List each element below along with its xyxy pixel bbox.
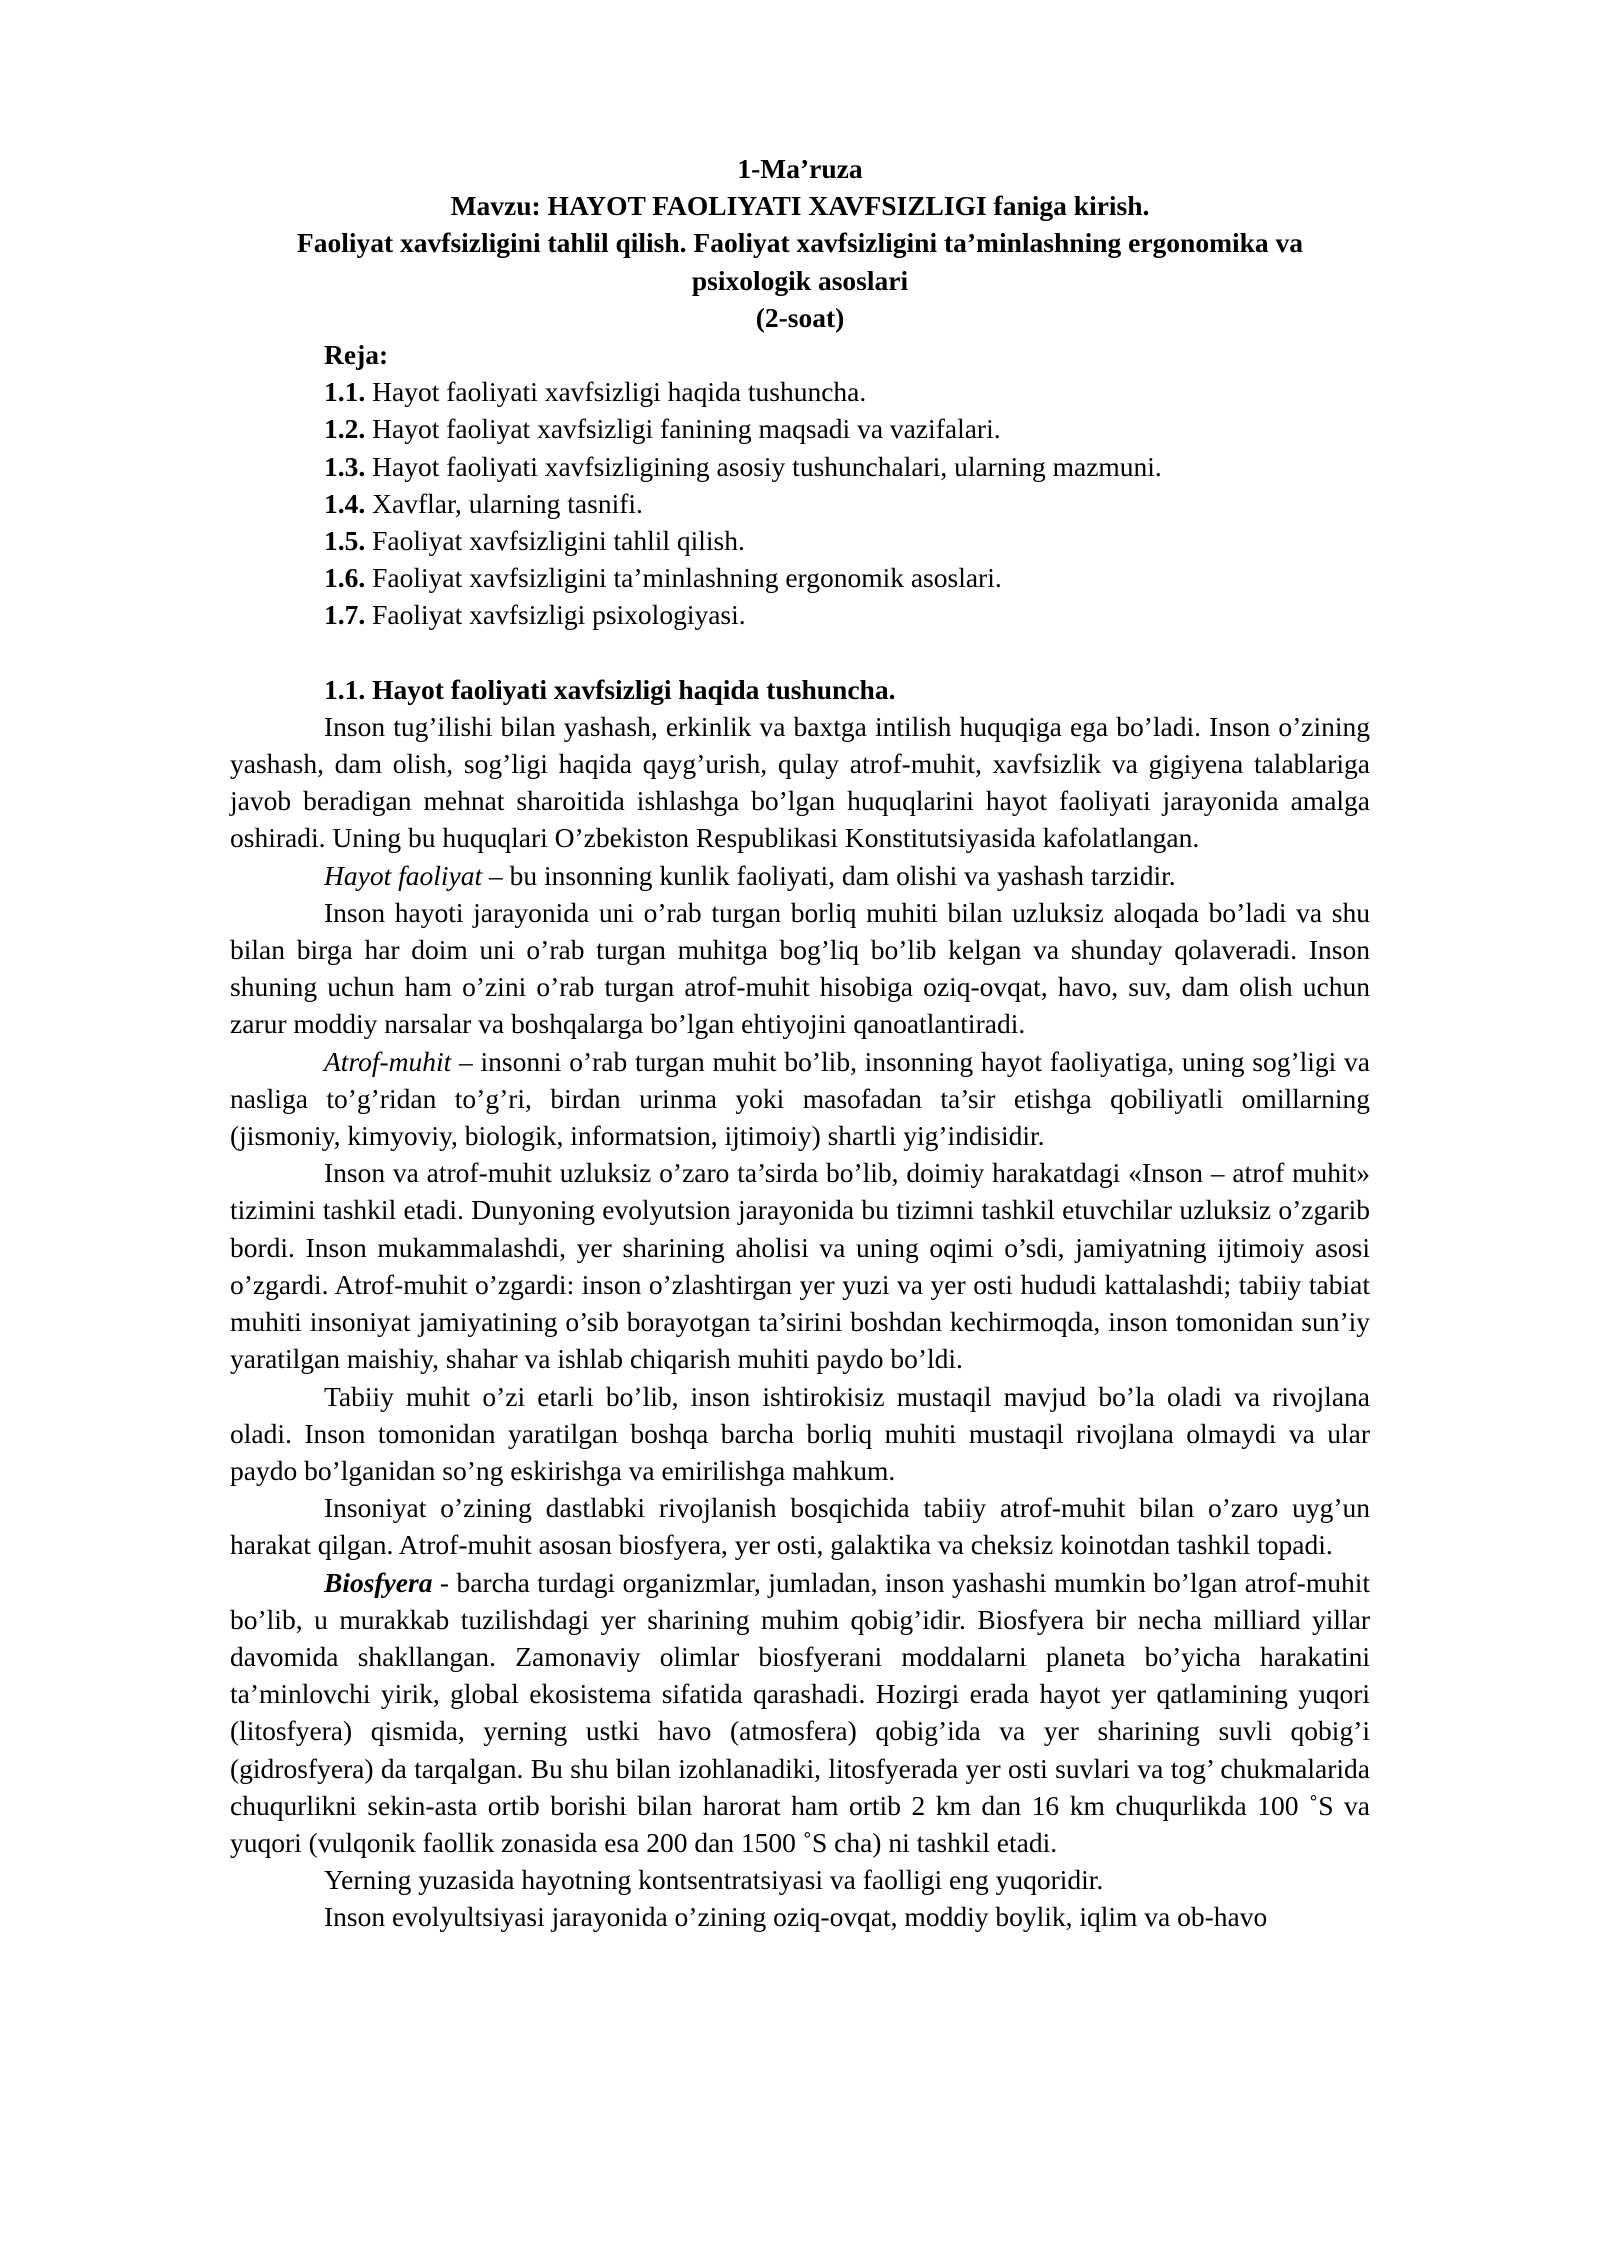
plan-item-text: Xavflar, ularning tasnifi.	[365, 487, 643, 519]
plan-item-number: 1.5.	[324, 525, 366, 557]
subtitle-line-1: Faoliyat xavfsizligini tahlil qilish. Faoliyat xavfsizligini ta’minlashning ergonomika va	[296, 227, 1304, 259]
paragraph-9: Yerning yuzasida hayotning kontsentratsiyasi va faolligi eng yuqoridir.	[324, 1864, 1104, 1896]
plan-item-text: Hayot faoliyat xavfsizligi fanining maqsadi va vazifalari.	[365, 413, 1001, 445]
plan-list	[230, 336, 1370, 634]
plan-item-number: 1.6.	[324, 562, 366, 594]
plan-title: Reja:	[324, 339, 389, 371]
plan-item-text: Faoliyat xavfsizligi psixologiyasi.	[365, 599, 746, 631]
plan-item	[324, 485, 1370, 522]
spacer	[230, 634, 1370, 671]
plan-item	[324, 448, 1370, 485]
plan-item	[324, 596, 1370, 633]
paragraph-2	[230, 857, 1370, 894]
term-atrof-muhit: Atrof-muhit	[324, 1045, 452, 1077]
term-biosfyera: Biosfyera	[324, 1566, 433, 1598]
plan-item-text: Faoliyat xavfsizligini tahlil qilish.	[365, 525, 745, 557]
lecture-number: 1-Ma’ruza	[737, 153, 863, 184]
plan-item	[324, 373, 1370, 410]
plan-item-text: Hayot faoliyati xavfsizligi haqida tushuncha.	[365, 376, 867, 408]
plan-item-number: 1.7.	[324, 599, 366, 631]
plan-item-number: 1.3.	[324, 450, 366, 482]
plan-item-text: Faoliyat xavfsizligini ta’minlashning ergonomik asoslari.	[365, 562, 1002, 594]
paragraph-8-text: - barcha turdagi organizmlar, jumladan, inson yashashi mumkin bo’lgan atrof-muhit bo’lib, u murakkab tuzilishdagi yer sharining muhim qobig’idir. Biosfyera bir necha milliard yillar davomida shakllangan. Zamonaviy olimlar biosfyerani moddalarni planeta bo’yicha harakatini ta’minlovchi yirik, global ekosistema sifatida qarashadi. Hozirgi erada hayot yer qatlamining yuqori (litosfyera) qismida, yerning ustki havo (atmosfera) qobig’ida va yer sharining suvli qobig’i (gidrosfyera) da tarqalgan. Bu shu bilan izohlanadiki, litosfyerada yer osti suvlari va tog’ chukmalarida chuqurlikni sekin-asta ortib borishi bilan harorat ham ortib 2 km dan 16 km chuqurlikda 100 ˚S va yuqori (vulqonik faollik zonasida esa 200 dan 1500 ˚S cha) ni tashkil etadi.	[230, 1566, 1370, 1858]
plan-item-text: Hayot faoliyati xavfsizligining asosiy tushunchalari, ularning mazmuni.	[365, 450, 1162, 482]
hours: (2-soat)	[755, 301, 845, 333]
plan-item-number: 1.2.	[324, 413, 366, 445]
section-title: 1.1. Hayot faoliyati xavfsizligi haqida tushuncha.	[324, 673, 896, 705]
paragraph-10: Inson evolyultsiyasi jarayonida o’zining oziq-ovqat, moddiy boylik, iqlim va ob-havo	[324, 1901, 1268, 1933]
paragraph-7: Insoniyat o’zining dastlabki rivojlanish bosqichida tabiiy atrof-muhit bilan o’zaro uyg’un harakat qilgan. Atrof-muhit asosan biosfyera, yer osti, galaktika va cheksiz koinotdan tashkil topadi.	[230, 1492, 1370, 1561]
plan-item	[324, 559, 1370, 596]
paragraph-3: Inson hayoti jarayonida uni o’rab turgan borliq muhiti bilan uzluksiz aloqada bo’ladi va shu bilan birga har doim uni o’rab turgan muhitga bog’liq bo’lib kelgan va shunday qolaveradi. Inson shuning uchun ham o’zini o’rab turgan atrof-muhit hisobiga oziq-ovqat, havo, suv, dam olish uchun zarur moddiy narsalar va boshqalarga bo’lgan ehtiyojini qanoatlantiradi.	[230, 896, 1370, 1040]
paragraph-5: Inson va atrof-muhit uzluksiz o’zaro ta’sirda bo’lib, doimiy harakatdagi «Inson – atrof muhit» tizimini tashkil etadi. Dunyoning evolyutsion jarayonida bu tizimni tashkil etuvchilar uzluksiz o’zgarib bordi. Inson mukammalashdi, yer sharining aholisi va uning oqimi o’sdi, jamiyatning ijtimoiy asosi o’zgardi. Atrof-muhit o’zgardi: inson o’zlashtirgan yer yuzi va yer osti hududi kattalashdi; tabiiy tabiat muhiti insoniyat jamiyatining o’sib borayotgan ta’sirini boshdan kechirmoqda, inson tomonidan sun’iy yaratilgan maishiy, shahar va ishlab chiqarish muhiti paydo bo’ldi.	[230, 1157, 1370, 1375]
paragraph-6: Tabiiy muhit o’zi etarli bo’lib, inson ishtirokisiz mustaqil mavjud bo’la oladi va rivojlana oladi. Inson tomonidan yaratilgan boshqa barcha borliq muhiti mustaqil rivojlana olmaydi va ular paydo bo’lganidan so’ng eskirishga va emirilishga mahkum.	[230, 1380, 1370, 1486]
document-page	[230, 150, 1370, 1936]
plan-item-number: 1.4.	[324, 487, 366, 519]
document-header	[230, 150, 1370, 336]
paragraph-4-text: – insonni o’rab turgan muhit bo’lib, insonning hayot faoliyatiga, uning sog’ligi va nasliga to’g’ridan to’g’ri, birdan urinma yoki masofadan ta’sir etishga qobiliyatli omillarning (jismoniy, kimyoviy, biologik, informatsion, ijtimoiy) shartli yig’indisidir.	[230, 1045, 1370, 1152]
paragraph-1: Inson tug’ilishi bilan yashash, erkinlik va baxtga intilish huquqiga ega bo’ladi. Inson o’zining yashash, dam olish, sog’ligi haqida qayg’urish, qulay atrof-muhit, xavfsizlik va gigiyena talablariga javob beradigan mehnat sharoitida ishlashga bo’lgan huquqlarini hayot faoliyati jarayonida amalga oshiradi. Uning bu huquqlari O’zbekiston Respublikasi Konstitutsiyasida kafolatlangan.	[230, 710, 1370, 854]
plan-item	[324, 410, 1370, 447]
plan-item	[324, 522, 1370, 559]
paragraph-2-text: – bu insonning kunlik faoliyati, dam olishi va yashash tarzidir.	[482, 859, 1176, 891]
plan-item-number: 1.1.	[324, 376, 366, 408]
paragraph-8	[230, 1564, 1370, 1862]
paragraph-4	[230, 1043, 1370, 1155]
topic-title: Mavzu: HAYOT FAOLIYATI XAVFSIZLIGI faniga kirish.	[450, 190, 1150, 222]
term-hayot-faoliyat: Hayot faoliyat	[324, 859, 483, 891]
subtitle-line-2: psixologik asoslari	[691, 264, 909, 296]
